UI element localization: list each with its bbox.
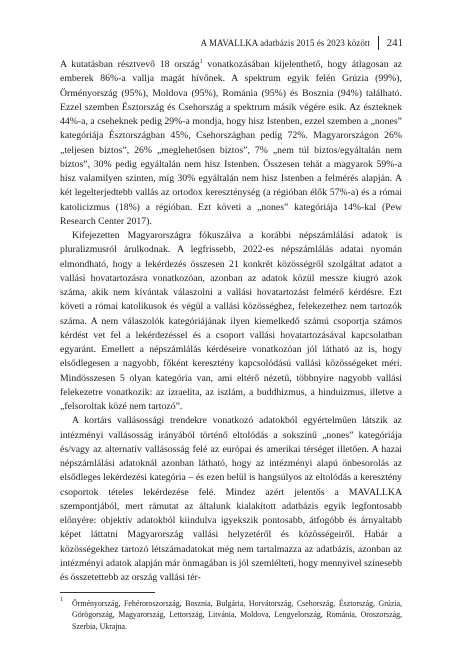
footnote-reference[interactable]: 1 xyxy=(199,58,203,65)
page-number: 241 xyxy=(386,37,403,49)
footnote-marker: 1 xyxy=(60,597,63,603)
paragraph-2: Kifejezetten Magyarországra fókuszálva a korábbi népszámlálási adatok is pluralizmusról árulkodnak. A legfrissebb, 2022-es népszámlálás adatai nyomán elmondható, hogy a lekérdezés összesen 21 konkrét közösségről szolgáltat adatot a vallási hovatartozásra vonatkozóan, azonban az adatok közül messze kiugró azok száma, akik nem kívántak válaszolni a vallási hovatartozást felmérő kérdésre. Ezt követi a római katolikusok és végül a vallási közösséghez, felekezethez nem tartozók száma. A nem válaszolók kategóriájának ilyen kiemelkedő számú csoportja számos kérdést vet fel a lekérdezéssel és a csoport vallási hovatartozásával kapcsolatban egyaránt. Emellett a népszámlálás kérdéseire vonatkozóan jól látható az is, hogy elsődlegesen a nagyobb, főként keresztény kapcsolódású vallási közösségeket méri. Mindösszesen 5 olyan kategória van, ami eltérő nézetű, többnyire nagyobb vallási felekezetre vonatkozik: az izraelita, az iszlám, a buddhizmus, a hinduizmus, illetve a „felsoroltak közé nem tartozó”. xyxy=(60,230,402,412)
footnote xyxy=(60,598,402,632)
running-head xyxy=(60,36,403,50)
running-head-title: A MAVALLKA adatbázis 2015 és 2023 között xyxy=(200,38,370,48)
running-head-divider xyxy=(378,36,379,50)
paragraph-1-text-b: vonatkozásában kijelenthető, hogy átlagosan az emberek 86%-a vallja magát hívőnek. A spektrum egyik felén Grúzia (99%), Örményország (95%), Moldova (95%), Románia (95%) és Bosznia (94%) található. Ezzel szemben Észtország és Csehország a spektrum másik végére esik. Az észteknek 44%-a, a cseheknek pedig 29%-a mondja, hogy hisz Istenben, ezzel szemben a „nones” kategóriája Észtországban 45%, Csehországban pedig 72%. Magyarországon 26% „teljesen biztos”, 26% „meglehetősen biztos”, 7% „nem túl biztos/egyáltalán nem biztos”, 30% pedig egyáltalán nem hisz Istenben. Összesen tehát a magyarok 59%-a hisz valamilyen szinten, míg 30% egyáltalán nem hisz Istenben a felmérés alapján. A két legelterjedtebb vallás az ortodox kereszténység (a régióban élők 57%-a) és a római katolicizmus (18%) a régióban. Ezt követi a „nones” kategóriája 14%-kal (Pew Research Center 2017). xyxy=(60,59,402,227)
footnote-separator xyxy=(60,592,155,593)
footnote-text: Örményország, Fehéroroszország, Bosznia, Bulgária, Horvátország, Csehország, Észtország, Grúzia, Görögország, Magyarország, Lettország, Litvánia, Moldova, Lengyelország, Románia, Oroszország, Szerbia, Ukrajna. xyxy=(72,599,402,631)
body-text xyxy=(60,58,402,585)
paragraph-1 xyxy=(60,58,402,229)
paragraph-1-text-a: A kutatásban résztvevő 18 ország xyxy=(60,59,200,70)
paragraph-3: A kortárs vallásossági trendekre vonatkozó adatokból egyértelműen látszik az intézményi vallásosság irányából történő eltolódás a sokszínű „nones” kategóriája és/vagy az alternatív vallásosság felé az európai és amerikai térséget illetően. A hazai népszámlálási adatoknál azonban látható, hogy az intézményi alapú önbesorolás az elsődleges lekérdezési kategória – és ezen belül is hangsúlyos az eltolódás a keresztény csoportok tételes lekérdezése felé. Mindez azért jelentős a MAVALLKA szempontjából, mert rámutat az általunk kialakított adatbázis egyik legfontosabb előnyére: objektív adatokból kiindulva igyekszik pontosabb, átfogóbb és árnyaltabb képet láttatni Magyarország vallási helyzetéről és közösségeiről. Habár a közösségekhez tartozó létszámadatokat még nem tartalmazza az adatbázis, azonban az intézményi adatok alapján már önmagában is jól szemlélteti, hogy mennyivel színesebb és összetettebb az ország vallási tér- xyxy=(60,415,402,583)
